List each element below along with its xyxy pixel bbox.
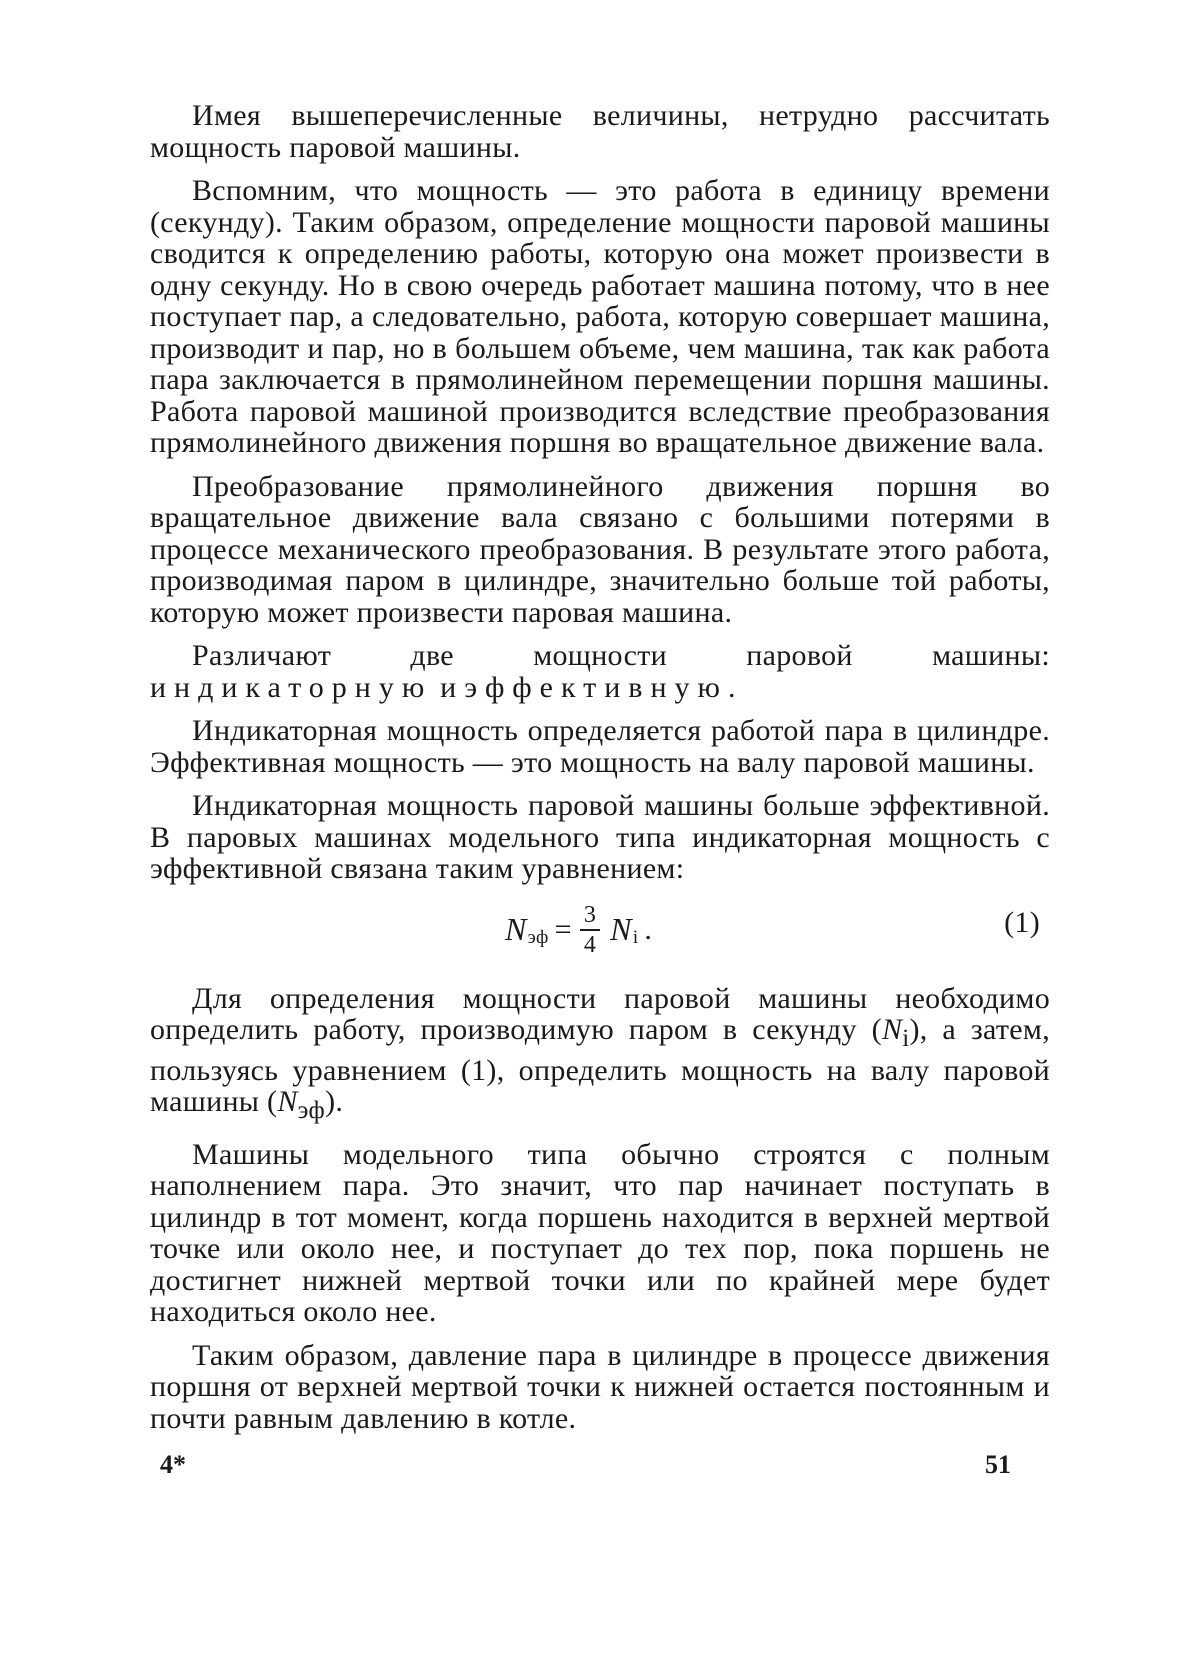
equals-sign: = bbox=[554, 912, 572, 946]
fraction-bar bbox=[580, 929, 600, 931]
paragraph-8: Машины модельного типа обычно строятся с полным наполнением пара. Это значит, что пар начинает поступать в цилиндр в тот момент, когда поршень находится в верхней мертвой точке или около нее, и поступает до тех пор, пока поршень не достигнет нижней мертвой точки или по крайней мере будет находиться около нее. bbox=[150, 1137, 1050, 1328]
paragraph-6: Индикаторная мощность паровой машины больше эффективной. В паровых машинах модельного типа индикаторная мощность с эффективной связана таким уравнением: bbox=[150, 789, 1050, 885]
lhs-variable: N bbox=[505, 910, 527, 947]
fraction bbox=[580, 903, 600, 957]
paragraph-4-text: Различают две мощности паровой машины: bbox=[192, 639, 1050, 672]
page-number: 51 bbox=[985, 1450, 1011, 1479]
fraction-denominator: 4 bbox=[583, 931, 597, 958]
paragraph-7 bbox=[150, 983, 1050, 1127]
term-indicated: индикаторную bbox=[150, 670, 433, 704]
equation-expression bbox=[505, 903, 652, 957]
paragraph-7-part-3: ). bbox=[325, 1085, 344, 1118]
paragraph-4 bbox=[150, 640, 1050, 703]
paragraph-2: Вспомним, что мощность — это работа в единицу времени (секунду). Таким образом, определение мощности паровой машины сводится к определению работы, которую она может произвести в одну секунду. Но в свою очередь работает машина потому, что в нее поступает пар, а следовательно, работа, которую совершает машина, производит и пар, но в большем объеме, чем машина, так как работа пара заключается в прямолинейном перемещении поршня машины. Работа паровой машиной производится вследствие преобразования прямолинейного движения поршня во вращательное движение вала. bbox=[150, 174, 1050, 459]
lhs-subscript: эф bbox=[527, 926, 549, 948]
paragraph-4-end: . bbox=[727, 670, 736, 704]
paragraph-9: Таким образом, давление пара в цилиндре в процессе движения поршня от верхней мертвой точки к нижней остается постоянным и почти равным давлению в котле. bbox=[150, 1338, 1050, 1435]
paragraph-5: Индикаторная мощность определяется работой пара в цилиндре. Эффективная мощность — это мощность на валу паровой машины. bbox=[150, 714, 1050, 779]
signature-mark: 4* bbox=[160, 1450, 186, 1479]
var-n: N bbox=[881, 1013, 903, 1046]
paragraph-1: Имея вышеперечисленные величины, нетрудно рассчитать мощность паровой машины. bbox=[150, 99, 1050, 164]
equation-number: (1) bbox=[1004, 905, 1040, 939]
rhs-subscript: i bbox=[632, 926, 639, 948]
var-n-eff: N bbox=[277, 1085, 298, 1118]
fraction-numerator: 3 bbox=[583, 901, 597, 928]
equation-1 bbox=[150, 897, 1050, 969]
equation-period: . bbox=[644, 912, 653, 946]
var-n-sub: i bbox=[902, 1025, 910, 1052]
paragraph-4-conj: и bbox=[432, 670, 465, 704]
term-effective: эффективную bbox=[464, 670, 728, 704]
var-n-eff-sub: эф bbox=[297, 1097, 326, 1124]
paragraph-7-part-2: ), а затем, пользуясь уравнением (1), определить мощность на валу паровой машины ( bbox=[150, 1013, 1050, 1118]
paragraph-3: Преобразование прямолинейного движения поршня во вращательное движение вала связано с большими потерями в процессе механического преобразования. В результате этого работа, производимая паром в цилиндре, значительно больше той работы, которую может произвести паровая машина. bbox=[150, 469, 1050, 629]
rhs-variable: N bbox=[610, 910, 632, 947]
paragraph-7-part-1: Для определения мощности паровой машины необходимо определить работу, производимую паром в секунду ( bbox=[150, 981, 1050, 1046]
page-text bbox=[150, 100, 1050, 1446]
